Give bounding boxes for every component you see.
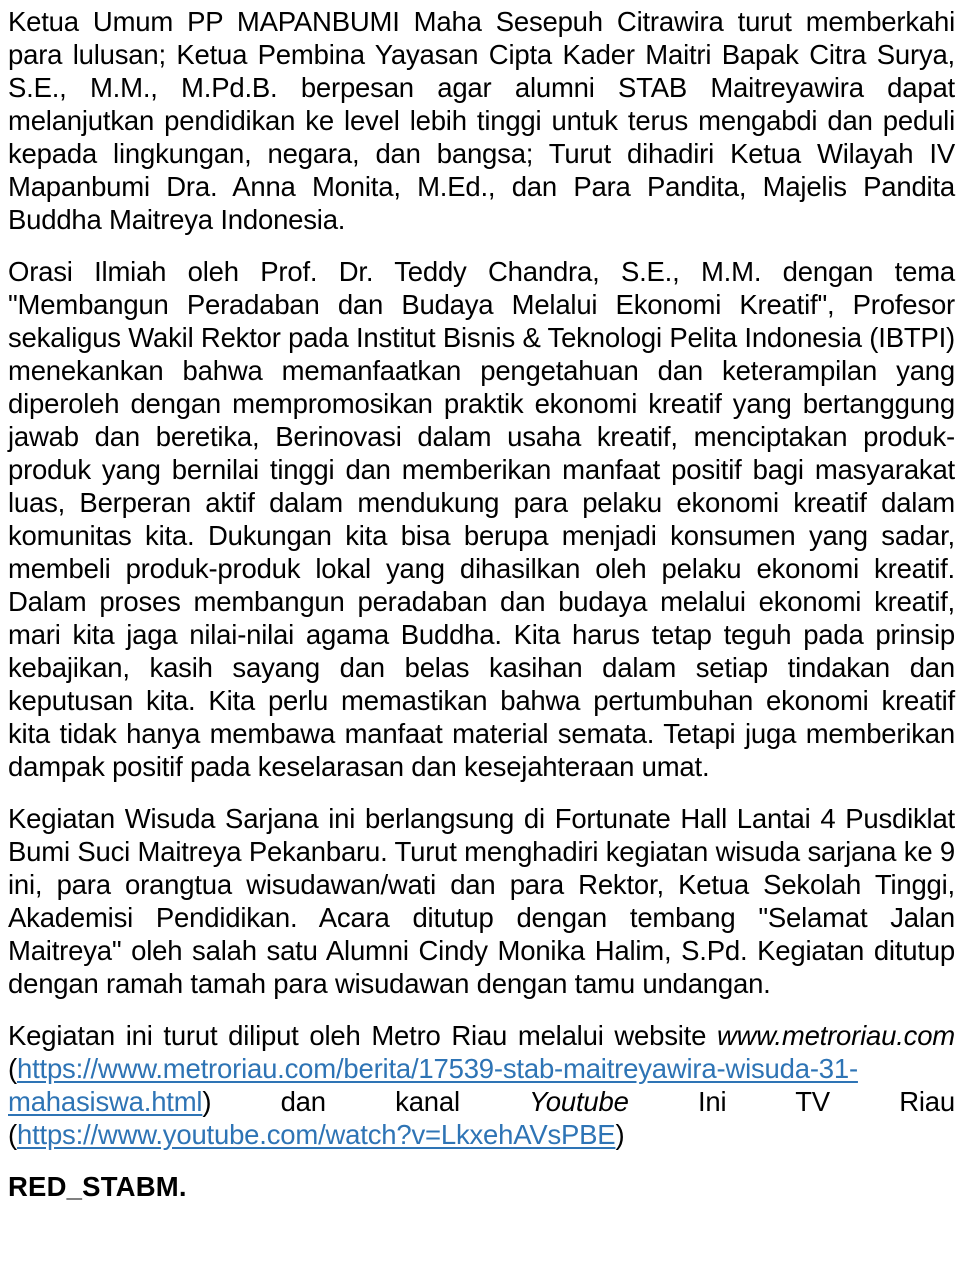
text-run: )	[615, 1119, 625, 1150]
text-run: Kegiatan ini turut diliput oleh Metro Riau melalui website	[8, 1020, 717, 1051]
paragraph-venue: Kegiatan Wisuda Sarjana ini berlangsung di Fortunate Hall Lantai 4 Pusdiklat Bumi Suci Maitreya Pekanbaru. Turut menghadiri kegiatan wisuda sarjana ke 9 ini, para orangtua wisudawan/wati dan para Rektor, Ketua Sekolah Tinggi, Akademisi Pendidikan. Acara ditutup dengan tembang "Selamat Jalan Maitreya" oleh salah satu Alumni Cindy Monika Halim, S.Pd. Kegiatan ditutup dengan ramah tamah para wisudawan dengan tamu undangan.	[8, 803, 955, 999]
signature-line: RED_STABM.	[8, 1171, 187, 1202]
hyperlink[interactable]: https://www.youtube.com/watch?v=LkxehAVsPBE	[16, 1119, 616, 1150]
paragraph-orasi-ilmiah: Orasi Ilmiah oleh Prof. Dr. Teddy Chandra, S.E., M.M. dengan tema "Membangun Peradaban dan Budaya Melalui Ekonomi Kreatif", Profesor sekaligus Wakil Rektor pada Institut Bisnis & Teknologi Pelita Indonesia (IBTPI) menekankan bahwa memanfaatkan pengetahuan dan keterampilan yang diperoleh dengan mempromosikan praktik ekonomi kreatif yang bertanggung jawab dan beretika, Berinovasi dalam usaha kreatif, menciptakan produk-produk yang bernilai tinggi dan memberikan manfaat positif bagi masyarakat luas, Berperan aktif dalam mendukung para pelaku ekonomi kreatif dalam komunitas kita. Dukungan kita bisa berupa menjadi konsumen yang sadar, membeli produk-produk lokal yang dihasilkan oleh pelaku ekonomi kreatif. Dalam proses membangun peradaban dan budaya melalui ekonomi kreatif, mari kita jaga nilai-nilai agama Buddha. Kita harus tetap teguh pada prinsip kebajikan, kasih sayang dan belas kasihan dalam setiap tindakan dan keputusan kita. Kita perlu memastikan bahwa pertumbuhan ekonomi kreatif kita tidak hanya membawa manfaat material semata. Tetapi juga memberikan dampak positif pada keselarasan dan kesejahteraan umat.	[8, 256, 955, 782]
text-run: Ini TV Riau (	[8, 1086, 955, 1150]
paragraph-greeting: Ketua Umum PP MAPANBUMI Maha Sesepuh Citrawira turut memberkahi para lulusan; Ketua Pembina Yayasan Cipta Kader Maitri Bapak Citra Surya, S.E., M.M., M.Pd.B. berpesan agar alumni STAB Maitreyawira dapat melanjutkan pendidikan ke level lebih tinggi untuk terus mengabdi dan peduli kepada lingkungan, negara, dan bangsa; Turut dihadiri Ketua Wilayah IV Mapanbumi Dra. Anna Monita, M.Ed., dan Para Pandita, Majelis Pandita Buddha Maitreya Indonesia.	[8, 6, 955, 235]
italic-text-run: Youtube	[529, 1086, 629, 1117]
text-run: ) dan kanal	[202, 1086, 530, 1117]
italic-text-run: www.metroriau.com	[716, 1020, 955, 1051]
paragraph-media-coverage	[8, 1019, 955, 1151]
hyperlink[interactable]: https://www.metroriau.com/berita/17539-stab-maitreyawira-wisuda-31-mahasiswa.html	[8, 1053, 858, 1117]
text-run: (	[8, 1053, 17, 1084]
